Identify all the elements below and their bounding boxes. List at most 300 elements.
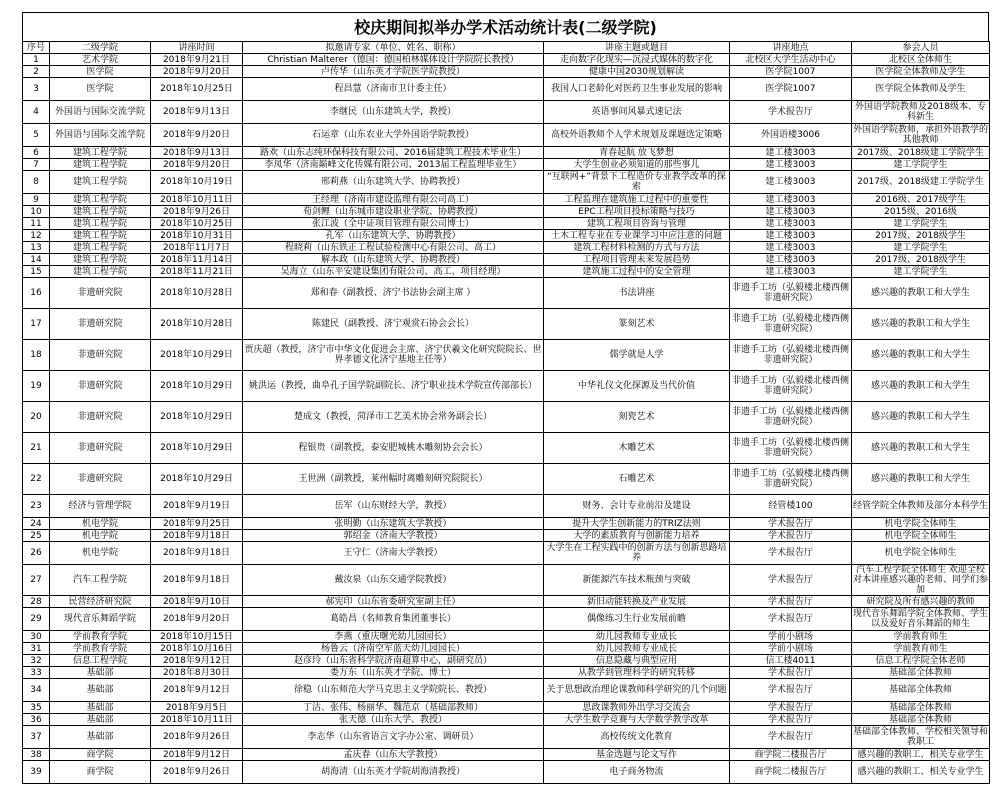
table-row bbox=[23, 309, 990, 340]
cell-topic: 儒学就是人学 bbox=[544, 340, 730, 371]
cell-attendees: 信息工程学院全体老师 bbox=[852, 655, 990, 667]
cell-attendees: 感兴趣的教职工和大学生 bbox=[852, 340, 990, 371]
cell-college: 建筑工程学院 bbox=[50, 194, 151, 206]
cell-date: 2018年10月15日 bbox=[151, 631, 243, 643]
cell-topic: 工程项目管理未来发展趋势 bbox=[544, 254, 730, 266]
cell-date: 2018年10月29日 bbox=[151, 433, 243, 464]
cell-no: 26 bbox=[23, 542, 50, 565]
cell-topic: 走向数字化现实—沉浸式媒体的数字化 bbox=[544, 54, 730, 66]
header-venue: 讲座地点 bbox=[730, 42, 852, 54]
cell-venue: 建工楼3003 bbox=[730, 242, 852, 254]
table-row bbox=[23, 464, 990, 495]
cell-no: 36 bbox=[23, 714, 50, 726]
cell-topic: 信息隐藏与典型应用 bbox=[544, 655, 730, 667]
cell-topic: 建筑工程材料检测的方式与方法 bbox=[544, 242, 730, 254]
table-row bbox=[23, 495, 990, 518]
cell-no: 24 bbox=[23, 518, 50, 530]
table-row bbox=[23, 278, 990, 309]
cell-venue: 建工楼3003 bbox=[730, 266, 852, 278]
table-row bbox=[23, 761, 990, 784]
cell-college: 外国语与国际交流学院 bbox=[50, 101, 151, 124]
cell-attendees: 建工学院学生 bbox=[852, 242, 990, 254]
header-no: 序号 bbox=[23, 42, 50, 54]
table-row bbox=[23, 194, 990, 206]
cell-date: 2018年9月20日 bbox=[151, 124, 243, 147]
cell-expert: 王世洲（副教授，莱州幅时离雕刻研究院院长） bbox=[243, 464, 544, 495]
cell-date: 2018年9月20日 bbox=[151, 608, 243, 631]
cell-expert: 程晓莉（山东铁正工程试验检测中心有限公司、高工） bbox=[243, 242, 544, 254]
cell-date: 2018年10月19日 bbox=[151, 171, 243, 194]
cell-no: 25 bbox=[23, 530, 50, 542]
cell-venue: 建工楼3003 bbox=[730, 230, 852, 242]
cell-expert: 胡海清（山东英才学院胡海清教授） bbox=[243, 761, 544, 784]
cell-attendees: 2017级、2018级建工学院学生 bbox=[852, 171, 990, 194]
cell-no: 9 bbox=[23, 194, 50, 206]
cell-college: 汽车工程学院 bbox=[50, 565, 151, 596]
cell-attendees: 外国语学院教师及2018级本、专科新生 bbox=[852, 101, 990, 124]
cell-date: 2018年9月26日 bbox=[151, 761, 243, 784]
cell-expert: 郭绍金（济南大学教授） bbox=[243, 530, 544, 542]
cell-topic: 健康中国2030规划解读 bbox=[544, 66, 730, 78]
cell-topic: 基金选题与论文写作 bbox=[544, 749, 730, 761]
cell-attendees: 医学院全体教师及学生 bbox=[852, 66, 990, 78]
cell-date: 2018年11月14日 bbox=[151, 254, 243, 266]
header-row bbox=[23, 42, 990, 54]
cell-venue: 北校区大学生活动中心 bbox=[730, 54, 852, 66]
cell-venue: 商学院二楼报告厅 bbox=[730, 761, 852, 784]
table-row bbox=[23, 433, 990, 464]
cell-expert: 岳军（山东财经大学，教授） bbox=[243, 495, 544, 518]
cell-college: 医学院 bbox=[50, 66, 151, 78]
cell-venue: 学术报告厅 bbox=[730, 565, 852, 596]
cell-attendees: 北校区全体师生 bbox=[852, 54, 990, 66]
cell-expert: 赵彦玲（山东省科学院济南超算中心，副研究员） bbox=[243, 655, 544, 667]
cell-expert: 楚成文（教授，菏泽市工艺美术协会常务副会长） bbox=[243, 402, 544, 433]
cell-expert: 娄万东（山东英才学院、博士） bbox=[243, 667, 544, 679]
cell-expert: 荀剑鲤（山东城市建设职业学院、协聘教授） bbox=[243, 206, 544, 218]
cell-venue: 学术报告厅 bbox=[730, 667, 852, 679]
cell-expert: 程昌慧（济南市卫计委主任） bbox=[243, 78, 544, 101]
cell-date: 2018年9月26日 bbox=[151, 206, 243, 218]
cell-college: 外国语与国际交流学院 bbox=[50, 124, 151, 147]
cell-no: 2 bbox=[23, 66, 50, 78]
cell-college: 基础部 bbox=[50, 667, 151, 679]
table-row bbox=[23, 714, 990, 726]
cell-expert: 石运章（山东农业大学外国语学院教授） bbox=[243, 124, 544, 147]
cell-venue: 非遗手工坊（弘毅楼北楼西侧非遗研究院） bbox=[730, 340, 852, 371]
cell-date: 2018年9月18日 bbox=[151, 565, 243, 596]
cell-expert: 陈建民（副教授、济宁观赏石协会会长） bbox=[243, 309, 544, 340]
cell-no: 12 bbox=[23, 230, 50, 242]
cell-attendees: 基础部全体教师 bbox=[852, 667, 990, 679]
table-row bbox=[23, 655, 990, 667]
cell-date: 2018年11月7日 bbox=[151, 242, 243, 254]
cell-college: 现代音乐舞蹈学院 bbox=[50, 608, 151, 631]
cell-college: 非遗研究院 bbox=[50, 464, 151, 495]
cell-college: 建筑工程学院 bbox=[50, 266, 151, 278]
cell-topic: 幼儿园教师专业成长 bbox=[544, 643, 730, 655]
cell-college: 基础部 bbox=[50, 702, 151, 714]
cell-date: 2018年9月19日 bbox=[151, 495, 243, 518]
cell-attendees: 感兴趣的教职工和大学生 bbox=[852, 278, 990, 309]
cell-venue: 医学院1007 bbox=[730, 78, 852, 101]
cell-attendees: 基础部全体教师 bbox=[852, 714, 990, 726]
cell-date: 2018年9月21日 bbox=[151, 54, 243, 66]
table-row bbox=[23, 608, 990, 631]
cell-venue: 商学院二楼报告厅 bbox=[730, 749, 852, 761]
cell-expert: 张天德（山东大学、教授） bbox=[243, 714, 544, 726]
cell-date: 2018年10月28日 bbox=[151, 309, 243, 340]
cell-no: 29 bbox=[23, 608, 50, 631]
cell-expert: 卢传华（山东英才学院医学院教授） bbox=[243, 66, 544, 78]
cell-college: 民营经济研究院 bbox=[50, 596, 151, 608]
table-row bbox=[23, 171, 990, 194]
cell-attendees: 现代音乐舞蹈学院全体教师、学生以及爱好音乐舞蹈的师生 bbox=[853, 609, 989, 629]
cell-attendees: 研究院及所有感兴趣的教师 bbox=[852, 596, 990, 608]
cell-college: 商学院 bbox=[50, 749, 151, 761]
cell-venue: 学术报告厅 bbox=[730, 702, 852, 714]
cell-college: 非遗研究院 bbox=[50, 402, 151, 433]
cell-no: 17 bbox=[23, 309, 50, 340]
cell-no: 28 bbox=[23, 596, 50, 608]
cell-topic: 土木工程专业在专业课学习中应注意的问题 bbox=[544, 230, 730, 242]
cell-venue: 学前小剧场 bbox=[730, 643, 852, 655]
cell-date: 2018年9月10日 bbox=[151, 596, 243, 608]
cell-topic: 我国人口老龄化对医药卫生事业发展的影响 bbox=[544, 78, 730, 101]
cell-date: 2018年10月16日 bbox=[151, 643, 243, 655]
cell-venue: 学术报告厅 bbox=[730, 542, 852, 565]
cell-topic: 新能源汽车技术瓶颈与突破 bbox=[544, 565, 730, 596]
activity-table bbox=[22, 41, 990, 784]
cell-attendees: 感兴趣的教职工、相关专业学生 bbox=[852, 761, 990, 784]
cell-topic: 建筑施工过程中的安全管理 bbox=[544, 266, 730, 278]
cell-attendees: 2017级、2018级建工学院学生 bbox=[852, 147, 990, 159]
cell-venue: 非遗手工坊（弘毅楼北楼西侧非遗研究院） bbox=[730, 278, 852, 309]
cell-expert: 张江波（全中证项目管理有限公司博士） bbox=[243, 218, 544, 230]
header-expert: 拟邀请专家（单位、姓名、职称） bbox=[243, 42, 544, 54]
cell-college: 建筑工程学院 bbox=[50, 242, 151, 254]
cell-topic: 提升大学生创新能力的TRIZ法则 bbox=[544, 518, 730, 530]
cell-topic: 财务、会计专业前沿及建设 bbox=[544, 495, 730, 518]
cell-date: 2018年10月29日 bbox=[151, 402, 243, 433]
cell-college: 建筑工程学院 bbox=[50, 206, 151, 218]
cell-venue: 非遗手工坊（弘毅楼北楼西侧非遗研究院） bbox=[730, 464, 852, 495]
cell-college: 信息工程学院 bbox=[50, 655, 151, 667]
cell-no: 4 bbox=[23, 101, 50, 124]
table-title: 校庆期间拟举办学术活动统计表(二级学院) bbox=[22, 12, 989, 41]
cell-attendees: 感兴趣的教职工和大学生 bbox=[852, 371, 990, 402]
cell-expert: 解本政（山东建筑大学、协聘教授） bbox=[243, 254, 544, 266]
cell-college: 经济与管理学院 bbox=[50, 495, 151, 518]
table-row bbox=[23, 242, 990, 254]
cell-date: 2018年9月18日 bbox=[151, 530, 243, 542]
cell-attendees: 汽车工程学院全体师生 欢迎全校对本讲座感兴趣的老师、同学们参加 bbox=[853, 565, 989, 595]
cell-college: 建筑工程学院 bbox=[50, 159, 151, 171]
cell-attendees: 学前教育师生 bbox=[852, 643, 990, 655]
cell-expert: 丁洁、张伟、杨丽华、魏范京（基础部教师） bbox=[243, 702, 544, 714]
cell-expert: 邢莉燕（山东建筑大学、协聘教授） bbox=[243, 171, 544, 194]
cell-expert: 孟庆春（山东大学教授） bbox=[243, 749, 544, 761]
cell-date: 2018年9月5日 bbox=[151, 702, 243, 714]
cell-topic: EPC工程项目投标策略与技巧 bbox=[544, 206, 730, 218]
cell-college: 基础部 bbox=[50, 714, 151, 726]
cell-no: 19 bbox=[23, 371, 50, 402]
cell-topic: 石雕艺术 bbox=[544, 464, 730, 495]
cell-no: 35 bbox=[23, 702, 50, 714]
cell-no: 13 bbox=[23, 242, 50, 254]
cell-date: 2018年9月26日 bbox=[151, 726, 243, 749]
cell-date: 2018年11月21日 bbox=[151, 266, 243, 278]
cell-expert: 王经理（济南市建设监理有限公司高工） bbox=[243, 194, 544, 206]
cell-topic: 篆刻艺术 bbox=[544, 309, 730, 340]
cell-venue: 非遗手工坊（弘毅楼北楼西侧非遗研究院） bbox=[730, 309, 852, 340]
cell-college: 基础部 bbox=[50, 679, 151, 702]
cell-topic: 建筑工程项目咨询与管理 bbox=[544, 218, 730, 230]
table-row bbox=[23, 147, 990, 159]
table-row bbox=[23, 702, 990, 714]
cell-no: 18 bbox=[23, 340, 50, 371]
cell-college: 非遗研究院 bbox=[50, 340, 151, 371]
table-row bbox=[23, 206, 990, 218]
cell-college: 学前教育学院 bbox=[50, 631, 151, 643]
cell-expert: 李凤华（济南巅峰文化传媒有限公司、2013届工程监理毕业生） bbox=[243, 159, 544, 171]
cell-no: 8 bbox=[23, 171, 50, 194]
cell-college: 机电学院 bbox=[50, 518, 151, 530]
cell-topic: 木雕艺术 bbox=[544, 433, 730, 464]
cell-attendees: 机电学院全体师生 bbox=[852, 530, 990, 542]
cell-college: 非遗研究院 bbox=[50, 433, 151, 464]
table-row bbox=[23, 749, 990, 761]
cell-expert: 程银贵（副教授，泰安肥城桃木雕刻协会会长） bbox=[243, 433, 544, 464]
cell-expert: 徐稳（山东师范大学马克思主义学院院长、教授） bbox=[243, 679, 544, 702]
cell-no: 1 bbox=[23, 54, 50, 66]
cell-date: 2018年10月28日 bbox=[151, 278, 243, 309]
cell-attendees: 2015级、2016级 bbox=[852, 206, 990, 218]
cell-expert: 贾庆超（教授，济宁市中华文化促进会主席、济宁伏羲文化研究院院长、世界孝德文化济宁基地主任等） bbox=[243, 340, 544, 371]
cell-no: 30 bbox=[23, 631, 50, 643]
cell-attendees: 建工学院学生 bbox=[852, 266, 990, 278]
cell-expert: 吴海立（山东平安建设集团有限公司、高工、项目经理） bbox=[243, 266, 544, 278]
cell-attendees: 基础部全体教师、学校相关领导和教职工 bbox=[853, 727, 989, 747]
cell-topic: 电子商务物流 bbox=[544, 761, 730, 784]
cell-no: 37 bbox=[23, 726, 50, 749]
header-attendees: 参会人员 bbox=[852, 42, 990, 54]
cell-date: 2018年10月31日 bbox=[151, 230, 243, 242]
cell-no: 39 bbox=[23, 761, 50, 784]
cell-attendees: 2016级、2017级学生 bbox=[852, 194, 990, 206]
table-row bbox=[23, 159, 990, 171]
cell-venue: 建工楼3003 bbox=[730, 171, 852, 194]
cell-date: 2018年8月30日 bbox=[151, 667, 243, 679]
table-row bbox=[23, 371, 990, 402]
cell-no: 33 bbox=[23, 667, 50, 679]
table-row bbox=[23, 124, 990, 147]
cell-college: 建筑工程学院 bbox=[50, 254, 151, 266]
table-row bbox=[23, 54, 990, 66]
cell-no: 38 bbox=[23, 749, 50, 761]
table-row bbox=[23, 66, 990, 78]
cell-expert: 郝宪印（山东省委研究室副主任） bbox=[243, 596, 544, 608]
cell-attendees: 机电学院全体师生 bbox=[852, 542, 990, 565]
cell-attendees: 感兴趣的教职工和大学生 bbox=[852, 464, 990, 495]
cell-expert: 杨鲁云（济南空军蓝天幼儿园园长） bbox=[243, 643, 544, 655]
cell-attendees: 学前教育师生 bbox=[852, 631, 990, 643]
table-row bbox=[23, 542, 990, 565]
cell-venue: 学术报告厅 bbox=[730, 518, 852, 530]
cell-no: 34 bbox=[23, 679, 50, 702]
cell-no: 14 bbox=[23, 254, 50, 266]
cell-topic: 思政课教师外出学习交流会 bbox=[544, 702, 730, 714]
cell-college: 非遗研究院 bbox=[50, 371, 151, 402]
cell-date: 2018年9月12日 bbox=[151, 655, 243, 667]
cell-attendees: 感兴趣的教职工和大学生 bbox=[852, 433, 990, 464]
table-row bbox=[23, 631, 990, 643]
cell-attendees: 建工学院学生 bbox=[852, 218, 990, 230]
cell-expert: 戴汝泉（山东交通学院教授） bbox=[243, 565, 544, 596]
table-row bbox=[23, 402, 990, 433]
cell-venue: 建工楼3003 bbox=[730, 147, 852, 159]
cell-date: 2018年9月13日 bbox=[151, 101, 243, 124]
cell-topic: 大学生数学竞赛与大学数学教学改革 bbox=[544, 714, 730, 726]
cell-college: 机电学院 bbox=[50, 542, 151, 565]
header-date: 讲座时间 bbox=[151, 42, 243, 54]
cell-no: 6 bbox=[23, 147, 50, 159]
cell-college: 建筑工程学院 bbox=[50, 218, 151, 230]
cell-attendees: 2017级、2018级学生 bbox=[852, 254, 990, 266]
cell-venue: 信工楼4011 bbox=[730, 655, 852, 667]
cell-expert: 李继民（山东建筑大学，教授） bbox=[243, 101, 544, 124]
cell-venue: 学术报告厅 bbox=[730, 714, 852, 726]
cell-date: 2018年10月25日 bbox=[151, 78, 243, 101]
cell-date: 2018年10月29日 bbox=[151, 464, 243, 495]
cell-college: 基础部 bbox=[50, 726, 151, 749]
cell-attendees: 医学院全体教师及学生 bbox=[852, 78, 990, 101]
cell-topic: 高校外语教师个人学术规划及课题选定策略 bbox=[544, 124, 730, 147]
cell-college: 艺术学院 bbox=[50, 54, 151, 66]
cell-venue: 学术报告厅 bbox=[730, 608, 852, 631]
cell-attendees: 基础部全体教师 bbox=[852, 702, 990, 714]
cell-college: 建筑工程学院 bbox=[50, 230, 151, 242]
cell-date: 2018年9月12日 bbox=[151, 749, 243, 761]
cell-venue: 建工楼3003 bbox=[730, 206, 852, 218]
cell-college: 医学院 bbox=[50, 78, 151, 101]
table-row bbox=[23, 266, 990, 278]
cell-topic: 偶像练习生行业发展前瞻 bbox=[544, 608, 730, 631]
cell-no: 15 bbox=[23, 266, 50, 278]
cell-date: 2018年10月29日 bbox=[151, 340, 243, 371]
table-row bbox=[23, 565, 990, 596]
cell-no: 11 bbox=[23, 218, 50, 230]
header-college: 二级学院 bbox=[50, 42, 151, 54]
cell-attendees: 感兴趣的教职工和大学生 bbox=[852, 402, 990, 433]
table-row bbox=[23, 78, 990, 101]
cell-date: 2018年9月12日 bbox=[151, 679, 243, 702]
cell-college: 机电学院 bbox=[50, 530, 151, 542]
cell-no: 5 bbox=[23, 124, 50, 147]
cell-date: 2018年9月20日 bbox=[151, 159, 243, 171]
cell-college: 商学院 bbox=[50, 761, 151, 784]
cell-venue: 经管楼100 bbox=[730, 495, 852, 518]
cell-attendees: 基础部全体教师 bbox=[852, 679, 990, 702]
cell-venue: 建工楼3003 bbox=[730, 159, 852, 171]
table-row bbox=[23, 643, 990, 655]
table-row bbox=[23, 340, 990, 371]
cell-date: 2018年9月18日 bbox=[151, 542, 243, 565]
cell-attendees: 外国语学院教师，承担外语教学的其他教师 bbox=[853, 125, 989, 145]
cell-venue: 学术报告厅 bbox=[730, 530, 852, 542]
cell-expert: 张明勤（山东建筑大学教授） bbox=[243, 518, 544, 530]
cell-college: 非遗研究院 bbox=[50, 309, 151, 340]
table-row bbox=[23, 101, 990, 124]
cell-expert: 路欢（山东志纯环保科技有限公司、2016届建筑工程技术毕业生） bbox=[243, 147, 544, 159]
table-row bbox=[23, 254, 990, 266]
cell-venue: 建工楼3003 bbox=[730, 254, 852, 266]
cell-topic: 大学的素质教育与创新能力培养 bbox=[544, 530, 730, 542]
cell-venue: 学术报告厅 bbox=[730, 679, 852, 702]
cell-topic: 青春起航 放飞梦想 bbox=[544, 147, 730, 159]
cell-date: 2018年10月11日 bbox=[151, 194, 243, 206]
cell-attendees: 感兴趣的教职工和大学生 bbox=[852, 309, 990, 340]
cell-topic: 新旧动能转换及产业发展 bbox=[544, 596, 730, 608]
table-row bbox=[23, 230, 990, 242]
cell-venue: 非遗手工坊（弘毅楼北楼西侧非遗研究院） bbox=[730, 371, 852, 402]
cell-no: 16 bbox=[23, 278, 50, 309]
cell-attendees: 经管学院全体教师及部分本科学生 bbox=[852, 495, 990, 518]
cell-expert: 郑和春（副教授、济宁书法协会副主席 ） bbox=[243, 278, 544, 309]
cell-no: 20 bbox=[23, 402, 50, 433]
cell-expert: Christian Malterer（德国：德国柏林媒体设计学院院长教授） bbox=[243, 54, 544, 66]
cell-date: 2018年9月25日 bbox=[151, 518, 243, 530]
cell-date: 2018年10月25日 bbox=[151, 218, 243, 230]
cell-expert: 李燕（重庆曙光幼儿园园长） bbox=[243, 631, 544, 643]
cell-no: 21 bbox=[23, 433, 50, 464]
cell-no: 32 bbox=[23, 655, 50, 667]
cell-topic: “互联网+”背景下工程造价专业教学改革的探索 bbox=[544, 171, 730, 194]
cell-attendees: 感兴趣的教职工、相关专业学生 bbox=[852, 749, 990, 761]
cell-venue: 学术报告厅 bbox=[730, 596, 852, 608]
cell-college: 学前教育学院 bbox=[50, 643, 151, 655]
table-row bbox=[23, 679, 990, 702]
cell-topic: 中华礼仪文化探源及当代价值 bbox=[544, 371, 730, 402]
spreadsheet bbox=[22, 12, 989, 784]
cell-attendees: 机电学院全体师生 bbox=[852, 518, 990, 530]
cell-no: 7 bbox=[23, 159, 50, 171]
cell-attendees: 建工学院学生 bbox=[852, 159, 990, 171]
cell-no: 3 bbox=[23, 78, 50, 101]
cell-attendees: 2017级、2018级学生 bbox=[852, 230, 990, 242]
cell-venue: 学术报告厅 bbox=[730, 101, 852, 124]
cell-venue: 外国语楼3006 bbox=[730, 124, 852, 147]
cell-venue: 非遗手工坊（弘毅楼北楼西侧非遗研究院） bbox=[730, 402, 852, 433]
cell-expert: 姚洪运（教授，曲阜孔子国学院副院长、济宁职业技术学院宣传部部长） bbox=[243, 371, 544, 402]
cell-expert: 孔军（山东建筑大学、协聘教授） bbox=[243, 230, 544, 242]
cell-topic: 工程监理在建筑施工过程中的重要性 bbox=[544, 194, 730, 206]
cell-no: 22 bbox=[23, 464, 50, 495]
cell-venue: 建工楼3003 bbox=[730, 194, 852, 206]
cell-college: 非遗研究院 bbox=[50, 278, 151, 309]
cell-no: 10 bbox=[23, 206, 50, 218]
cell-venue: 学前小剧场 bbox=[730, 631, 852, 643]
cell-expert: 王守仁（济南大学教授） bbox=[243, 542, 544, 565]
cell-topic: 从教学到管理科学的研究转移 bbox=[544, 667, 730, 679]
cell-college: 建筑工程学院 bbox=[50, 171, 151, 194]
cell-topic: 高校传统文化教育 bbox=[544, 726, 730, 749]
cell-date: 2018年10月11日 bbox=[151, 714, 243, 726]
table-row bbox=[23, 596, 990, 608]
cell-venue: 建工楼3003 bbox=[730, 218, 852, 230]
table-row bbox=[23, 218, 990, 230]
cell-venue: 非遗手工坊（弘毅楼北楼西侧非遗研究院） bbox=[730, 433, 852, 464]
